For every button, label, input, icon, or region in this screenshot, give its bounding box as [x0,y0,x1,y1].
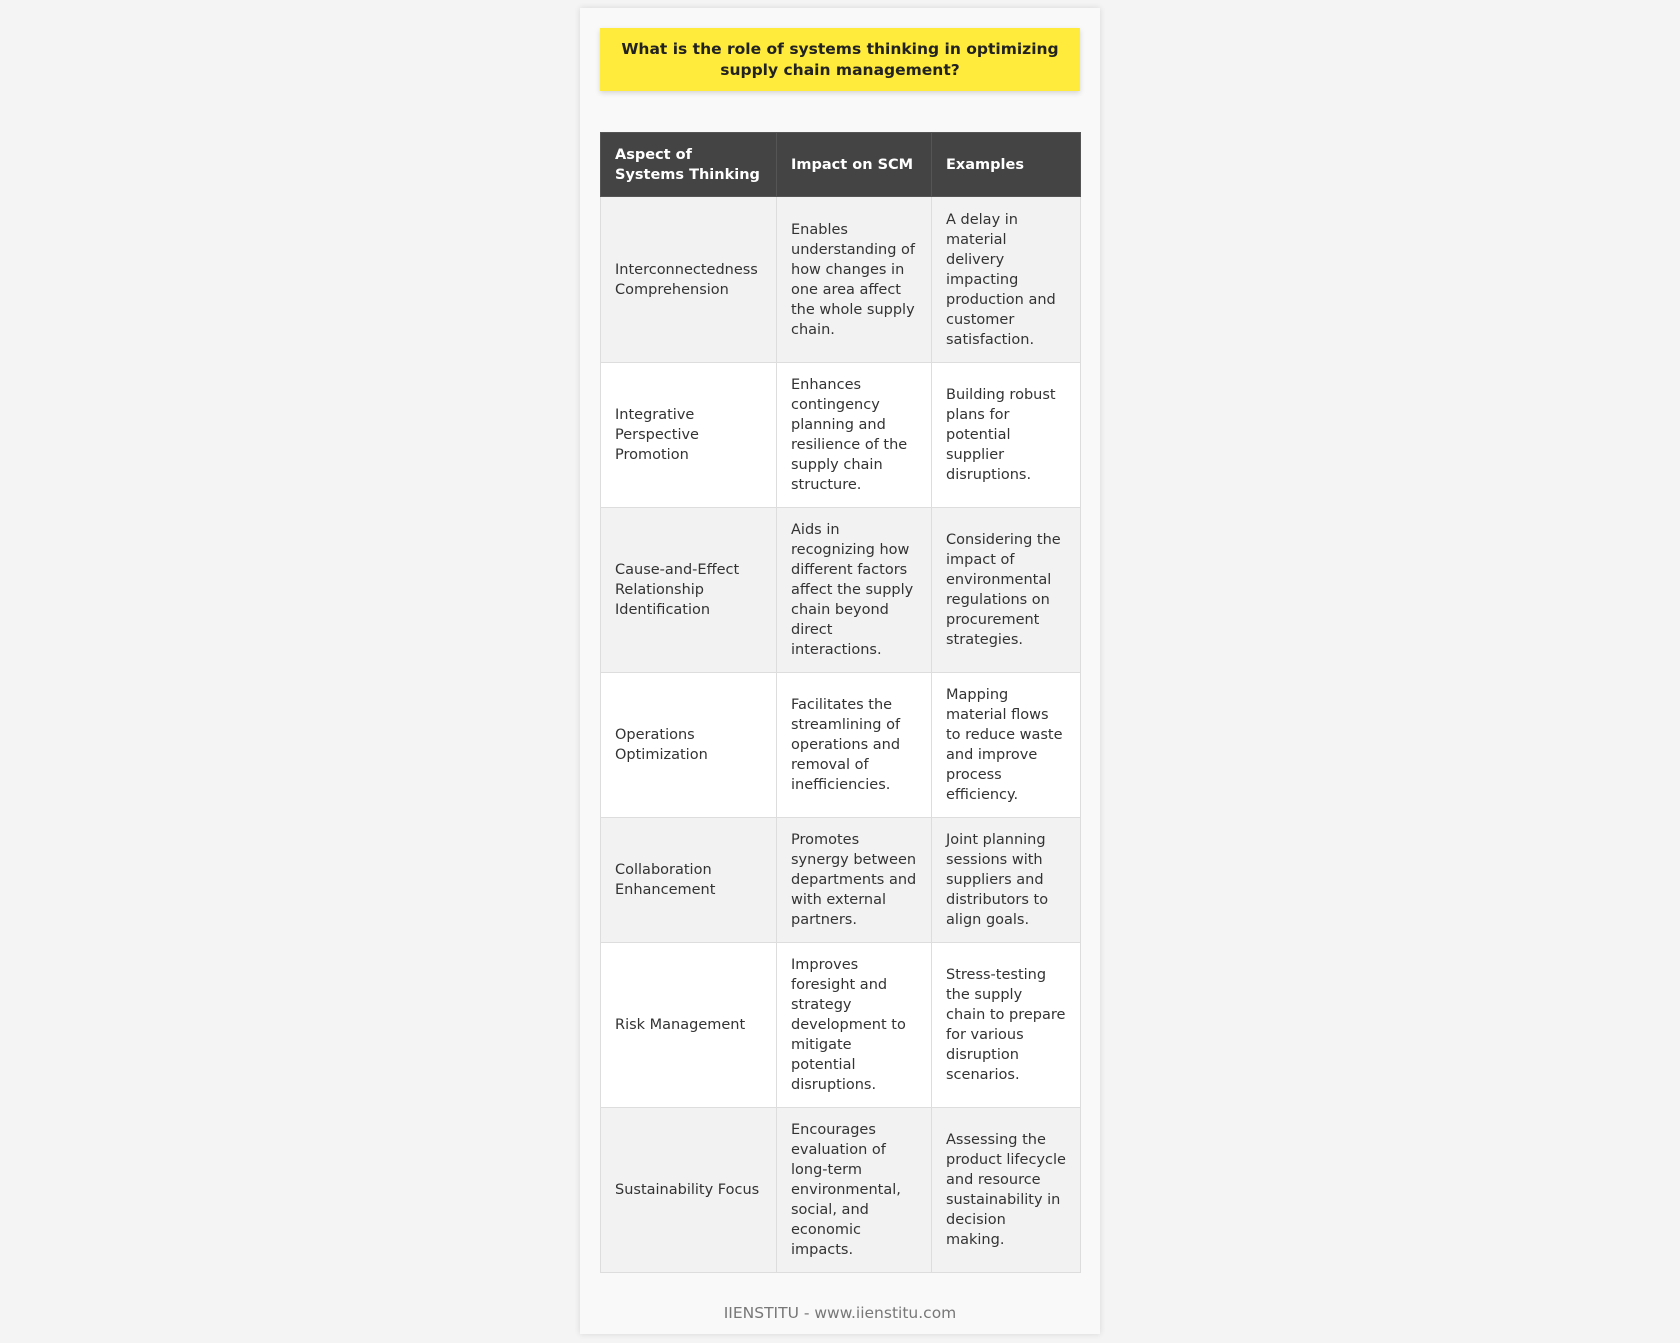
cell-impact: Aids in recognizing how different factors affect the supply chain beyond direct interactions. [777,508,932,673]
header-aspect: Aspect of Systems Thinking [601,133,777,197]
cell-aspect: Integrative Perspective Promotion [601,363,777,508]
table-row [601,943,1081,1108]
cell-example: Assessing the product lifecycle and resource sustainability in decision making. [932,1108,1081,1273]
content-card [580,8,1100,1334]
table-row [601,508,1081,673]
cell-example: A delay in material delivery impacting production and customer satisfaction. [932,197,1081,363]
page-title: What is the role of systems thinking in optimizing supply chain management? [621,39,1059,79]
footer-credit: IIENSTITU - www.iienstitu.com [723,1304,957,1322]
title-banner [600,28,1080,91]
table-row [601,1108,1081,1273]
header-impact: Impact on SCM [777,133,932,197]
table-row [601,818,1081,943]
cell-aspect: Risk Management [601,943,777,1108]
cell-aspect: Collaboration Enhancement [601,818,777,943]
cell-impact: Promotes synergy between departments and with external partners. [777,818,932,943]
cell-impact: Enables understanding of how changes in one area affect the whole supply chain. [777,197,932,363]
table-row [601,363,1081,508]
cell-impact: Facilitates the streamlining of operations and removal of inefficiencies. [777,673,932,818]
cell-example: Joint planning sessions with suppliers and distributors to align goals. [932,818,1081,943]
table-header-row [601,133,1081,197]
table-row [601,673,1081,818]
cell-impact: Enhances contingency planning and resilience of the supply chain structure. [777,363,932,508]
table-row [601,197,1081,363]
cell-impact: Improves foresight and strategy development to mitigate potential disruptions. [777,943,932,1108]
cell-example: Building robust plans for potential supplier disruptions. [932,363,1081,508]
cell-aspect: Operations Optimization [601,673,777,818]
cell-example: Mapping material flows to reduce waste and improve process efficiency. [932,673,1081,818]
cell-impact: Encourages evaluation of long-term environmental, social, and economic impacts. [777,1108,932,1273]
cell-aspect: Sustainability Focus [601,1108,777,1273]
systems-thinking-table [600,132,1081,1273]
cell-example: Considering the impact of environmental regulations on procurement strategies. [932,508,1081,673]
cell-example: Stress-testing the supply chain to prepare for various disruption scenarios. [932,943,1081,1108]
cell-aspect: Cause-and-Effect Relationship Identification [601,508,777,673]
cell-aspect: Interconnectedness Comprehension [601,197,777,363]
header-examples: Examples [932,133,1081,197]
